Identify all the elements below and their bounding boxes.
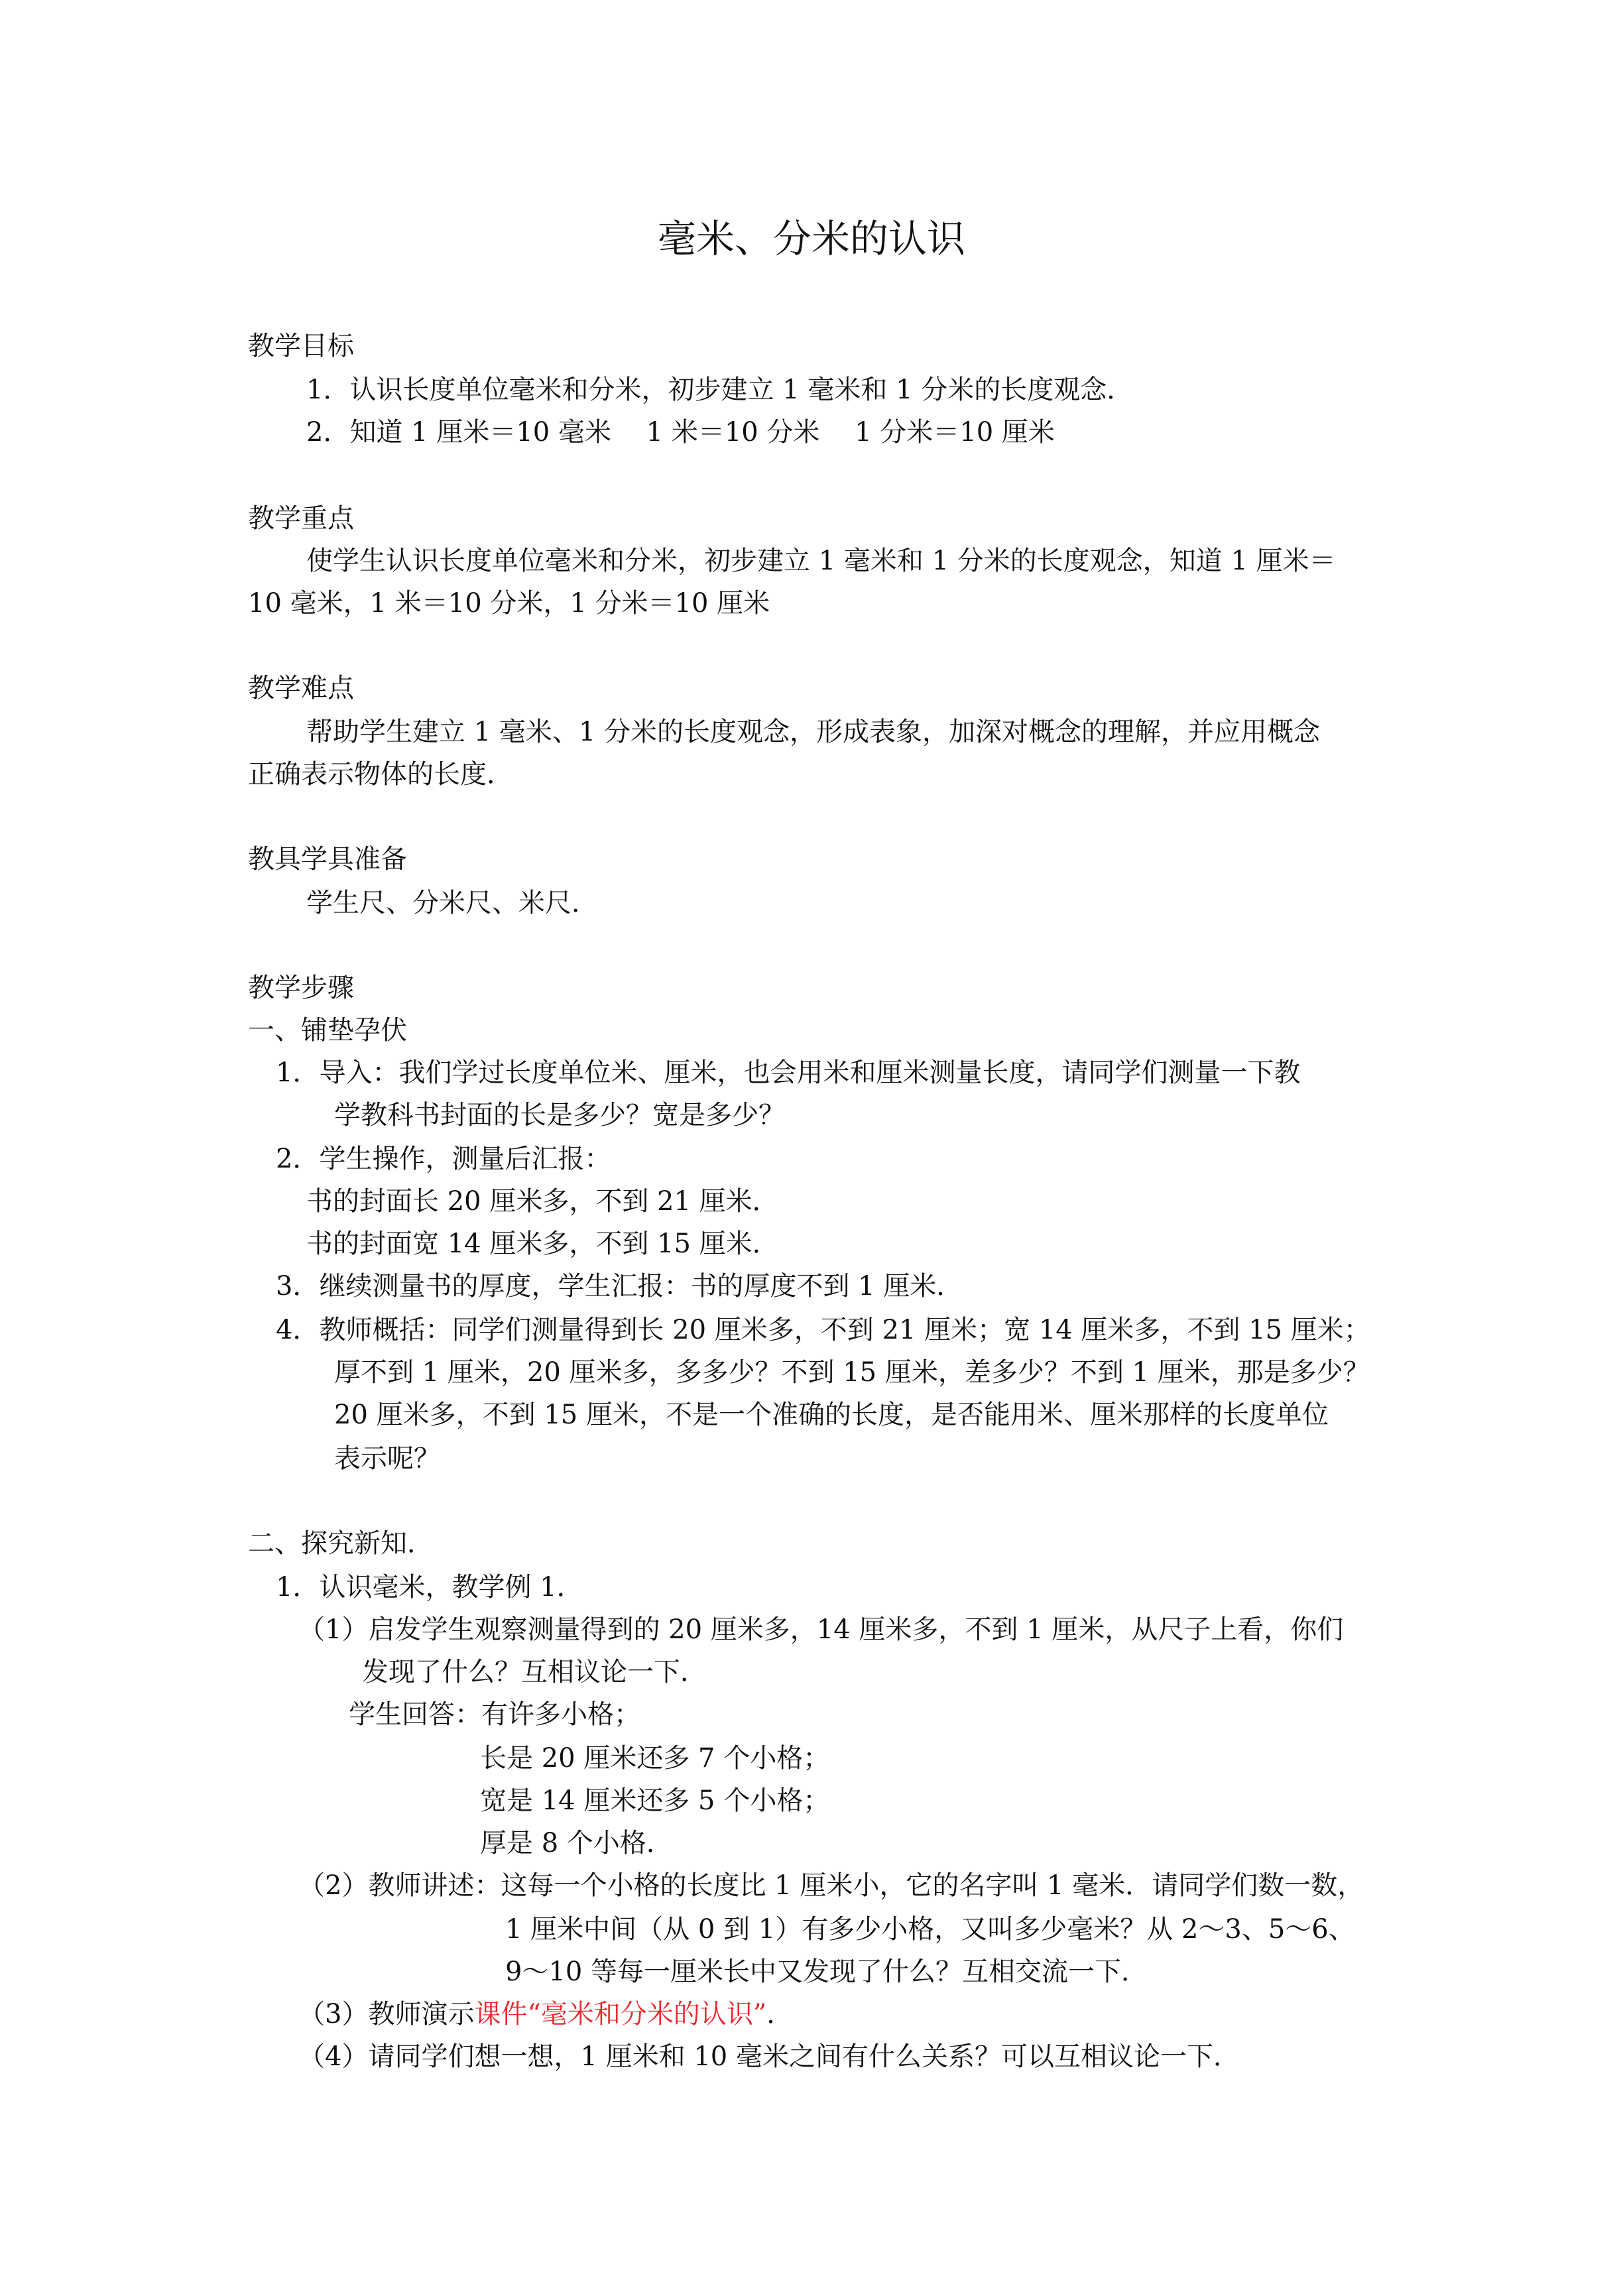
part2-sub3-prefix: （3）教师演示 [298, 1999, 475, 2029]
part1-item2-line-3: 书的封面宽 14 厘米多，不到 15 厘米． [306, 1229, 779, 1259]
part1-heading: 一、铺垫孕伏 [248, 1015, 407, 1046]
part2-sub1-line-2: 发现了什么？互相议论一下． [362, 1657, 707, 1687]
courseware-link[interactable]: 课件“毫米和分米的认识” [474, 1999, 767, 2029]
materials-text: 学生尺、分米尺、米尺． [306, 888, 598, 918]
part2-sub3-suffix: ． [766, 1999, 794, 2029]
objective-item-1: 1．认识长度单位毫米和分米，初步建立 1 毫米和 1 分米的长度观念． [306, 375, 1134, 405]
part2-sub2-line-3: 9～10 等每一厘米长中又发现了什么？互相交流一下． [505, 1957, 1148, 1987]
part1-item4-line-3: 20 厘米多，不到 15 厘米，不是一个准确的长度，是否能用米、厘米那样的长度单位 [334, 1400, 1329, 1430]
part2-sub1-line-6: 厚是 8 个小格． [480, 1828, 673, 1858]
part2-sub4: （4）请同学们想一想，1 厘米和 10 毫米之间有什么关系？可以互相议论一下． [298, 2041, 1240, 2072]
materials-heading: 教具学具准备 [248, 844, 407, 875]
difficulties-heading: 教学难点 [248, 673, 354, 703]
part1-item4-line-1: 4．教师概括：同学们测量得到长 20 厘米多，不到 21 厘米；宽 14 厘米多，不到 15 厘米； [276, 1315, 1370, 1345]
part2-sub3 [298, 1994, 793, 2034]
part1-item1-line-1: 1．导入：我们学过长度单位米、厘米，也会用米和厘米测量长度，请同学们测量一下教 [276, 1057, 1301, 1088]
part2-sub1-line-1: （1）启发学生观察测量得到的 20 厘米多，14 厘米多，不到 1 厘米，从尺子上看，你们 [298, 1614, 1344, 1645]
steps-heading: 教学步骤 [248, 973, 354, 1003]
part2-heading: 二、探究新知． [248, 1528, 434, 1559]
part2-sub2-line-1: （2）教师讲述：这每一个小格的长度比 1 厘米小，它的名字叫 1 毫米．请同学们数一数， [298, 1870, 1364, 1901]
difficulties-line-2: 正确表示物体的长度． [248, 759, 513, 790]
part2-sub1-line-5: 宽是 14 厘米还多 5 个小格； [480, 1785, 830, 1816]
part2-sub1-line-4: 长是 20 厘米还多 7 个小格； [480, 1743, 830, 1774]
key-points-line-1: 使学生认识长度单位毫米和分米，初步建立 1 毫米和 1 分米的长度观念，知道 1 厘米＝ [306, 546, 1336, 576]
part2-sub1-line-3: 学生回答：有许多小格； [349, 1699, 640, 1730]
part1-item1-line-2: 学教科书封面的长是多少？宽是多少？ [334, 1100, 785, 1130]
part2-item1: 1．认识毫米，教学例 1． [276, 1572, 583, 1602]
part1-item4-line-4: 表示呢？ [334, 1443, 440, 1474]
part1-item2-line-1: 2．学生操作，测量后汇报： [276, 1144, 611, 1174]
part1-item3: 3．继续测量书的厚度，学生汇报：书的厚度不到 1 厘米． [276, 1271, 963, 1301]
key-points-line-2: 10 毫米，1 米＝10 分米，1 分米＝10 厘米 [248, 588, 770, 619]
objective-item-2: 2．知道 1 厘米＝10 毫米 1 米＝10 分米 1 分米＝10 厘米 [306, 417, 1055, 448]
part1-item2-line-2: 书的封面长 20 厘米多，不到 21 厘米． [306, 1186, 779, 1217]
page-title: 毫米、分米的认识 [657, 216, 965, 261]
difficulties-line-1: 帮助学生建立 1 毫米、1 分米的长度观念，形成表象，加深对概念的理解，并应用概念 [306, 717, 1321, 747]
key-points-heading: 教学重点 [248, 503, 354, 534]
objectives-heading: 教学目标 [248, 331, 354, 361]
part2-sub2-line-2: 1 厘米中间（从 0 到 1）有多少小格，又叫多少毫米？从 2～3、5～6、 [505, 1914, 1355, 1945]
part1-item4-line-2: 厚不到 1 厘米，20 厘米多，多多少？不到 15 厘米，差多少？不到 1 厘米，那是多少？ [334, 1357, 1370, 1388]
